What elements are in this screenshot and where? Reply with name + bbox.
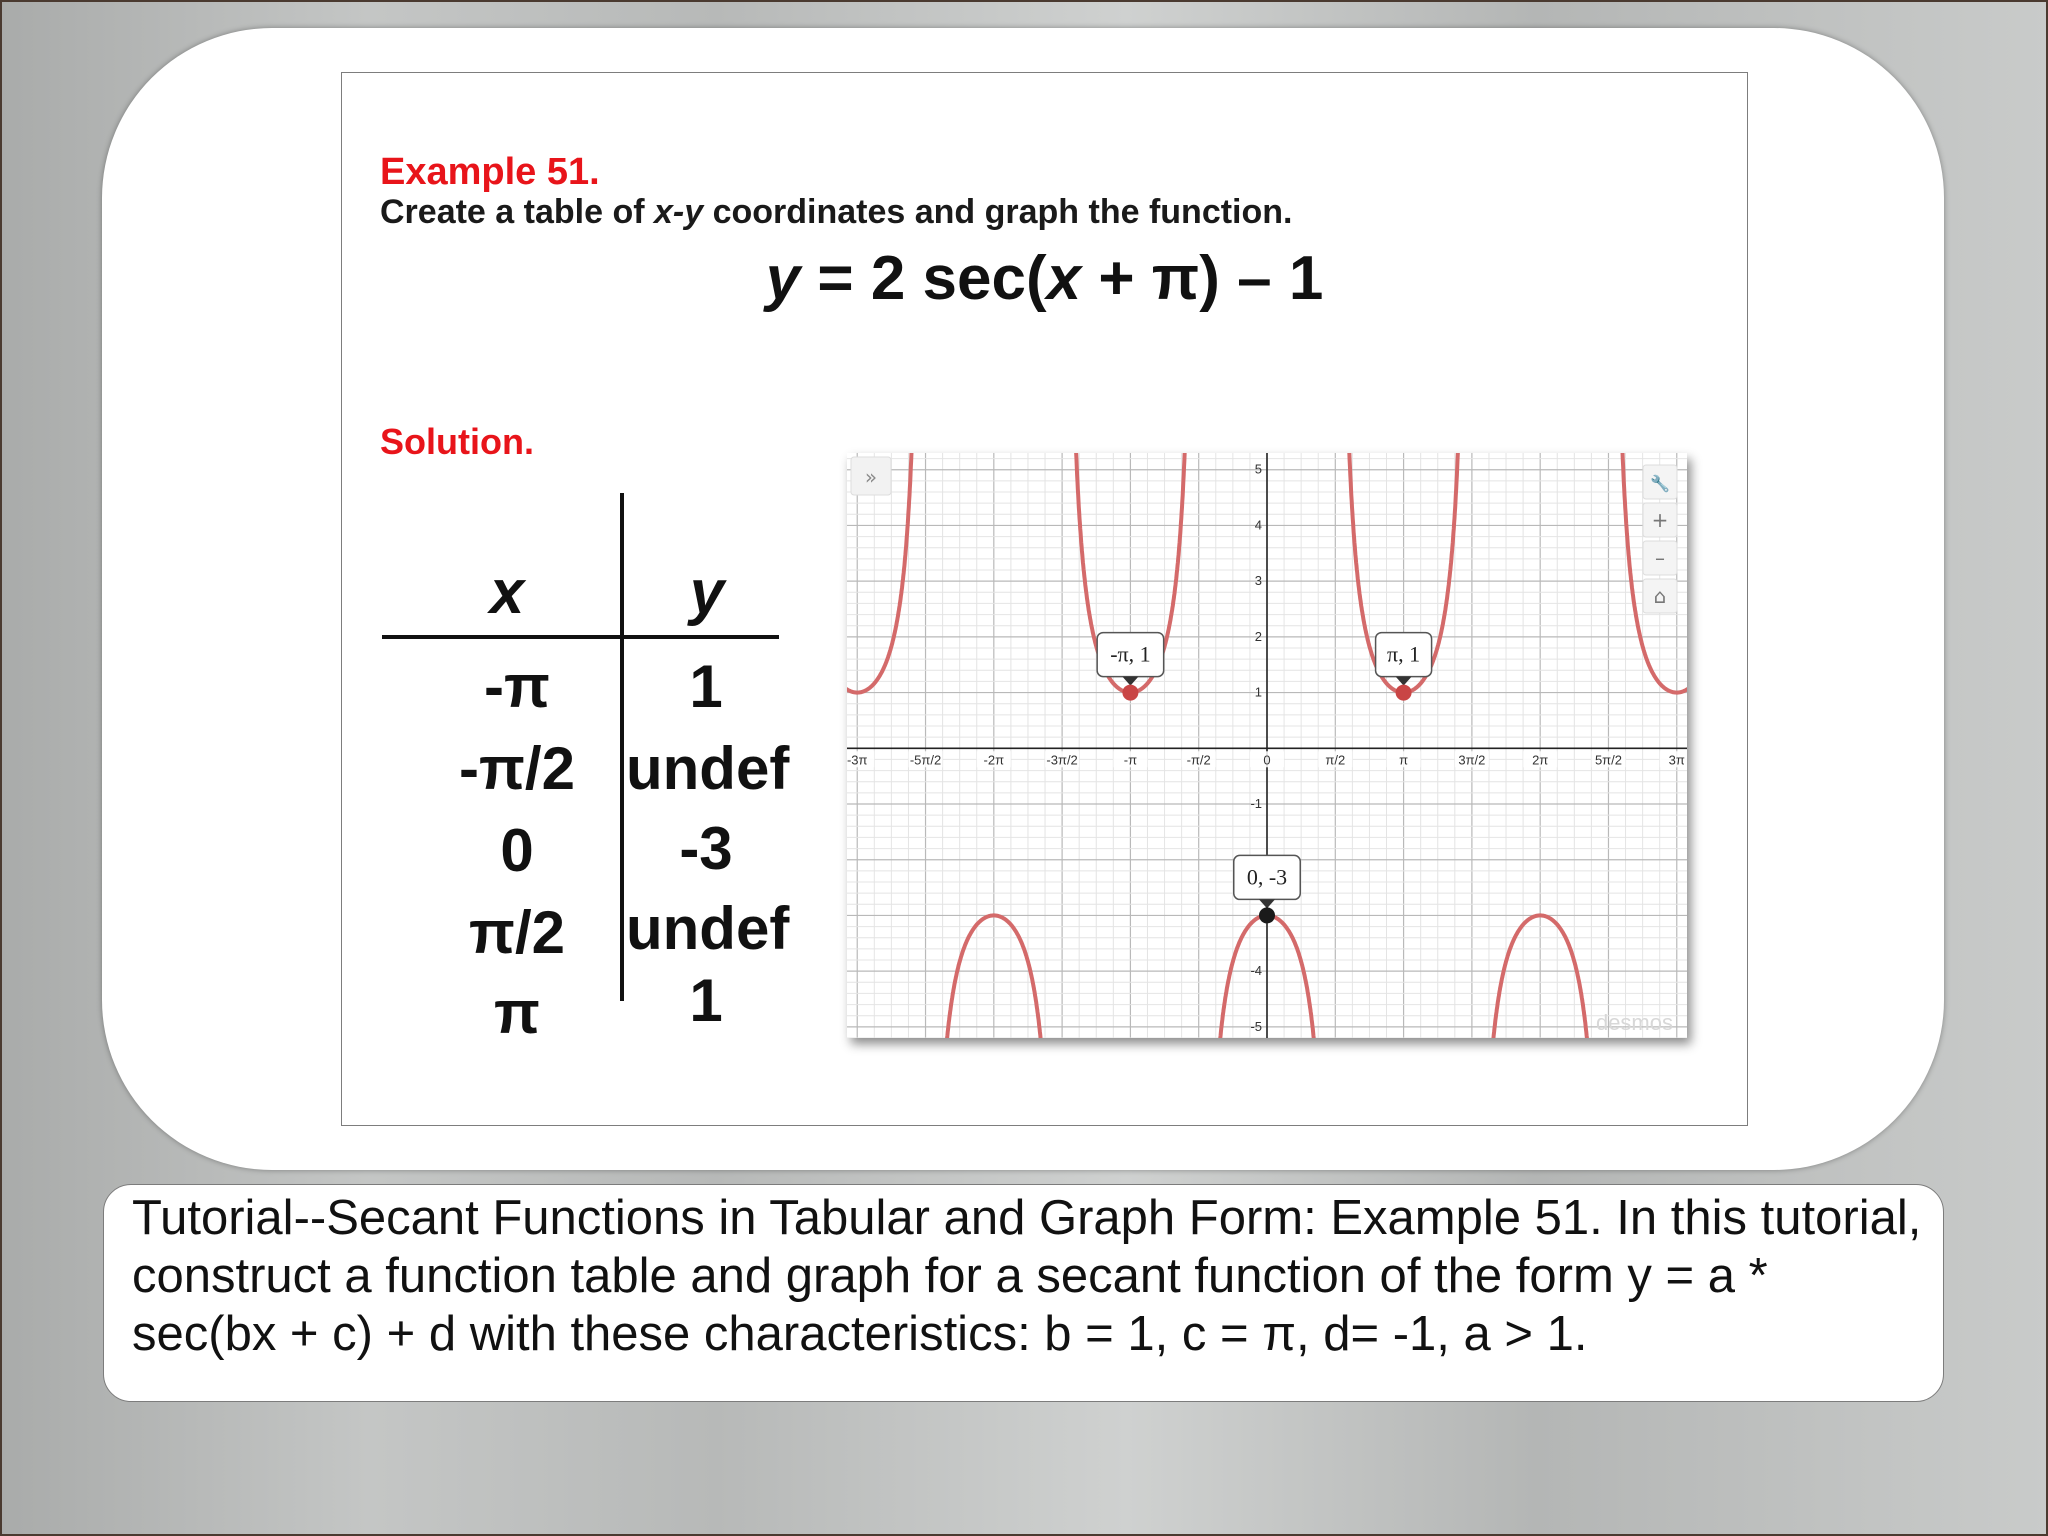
y-tick-label: 5 bbox=[1254, 461, 1262, 477]
function-formula bbox=[342, 243, 1747, 314]
x-tick-label: 0 bbox=[1263, 752, 1271, 768]
instruction-part-2: coordinates and graph the function. bbox=[703, 193, 1293, 231]
point-callout-label: π, 1 bbox=[1387, 641, 1421, 667]
secant-graph[interactable] bbox=[847, 453, 1687, 1038]
x-tick-label: 2π bbox=[1532, 752, 1549, 768]
point-callout-label: -π, 1 bbox=[1110, 641, 1151, 667]
data-point bbox=[1259, 907, 1275, 923]
graph-panel[interactable] bbox=[847, 453, 1687, 1038]
formula-rest: + π) – 1 bbox=[1081, 244, 1324, 313]
table-cell-x: π/2 bbox=[469, 899, 565, 966]
y-tick-label: 1 bbox=[1254, 684, 1262, 700]
table-cell-y: undef bbox=[626, 735, 790, 802]
desmos-watermark: desmos bbox=[1595, 1010, 1673, 1035]
formula-y: y bbox=[765, 244, 801, 313]
y-tick-label: -1 bbox=[1250, 796, 1262, 811]
table-cell-x: -π/2 bbox=[459, 735, 575, 802]
instruction-text bbox=[380, 193, 1292, 232]
table-cell-y: undef bbox=[626, 895, 790, 962]
table-cell-y: -3 bbox=[679, 815, 733, 882]
home-icon: ⌂ bbox=[1653, 584, 1667, 608]
table-cell-x: 0 bbox=[500, 817, 534, 884]
formula-x: x bbox=[1046, 244, 1082, 313]
table-header-x: x bbox=[489, 558, 525, 627]
y-tick-label: 2 bbox=[1254, 628, 1262, 644]
caption-text: Tutorial--Secant Functions in Tabular and Graph Form: Example 51. In this tutorial, construct a function table and graph for a secant function of the form y = a * sec(bx + c) + d with these characteristics: b = 1, c = π, d= -1, a > 1. bbox=[132, 1191, 1922, 1361]
x-tick-label: 3π/2 bbox=[1458, 752, 1486, 768]
instruction-part-1: Create a table of bbox=[380, 193, 654, 231]
expand-icon: » bbox=[864, 465, 878, 489]
table-cell-y: 1 bbox=[689, 967, 723, 1034]
formula-eq: = 2 sec( bbox=[800, 244, 1047, 313]
solution-title: Solution. bbox=[380, 421, 534, 462]
data-point bbox=[1122, 685, 1138, 701]
zoom-in-icon: + bbox=[1651, 508, 1669, 532]
x-tick-label: -5π/2 bbox=[909, 752, 942, 768]
x-tick-label: 5π/2 bbox=[1594, 752, 1623, 768]
example-title: Example 51. bbox=[380, 151, 600, 193]
zoom-out-icon: – bbox=[1655, 546, 1665, 570]
wrench-icon: 🔧 bbox=[1650, 474, 1670, 493]
x-tick-label: π bbox=[1399, 752, 1409, 768]
x-tick-label: -π bbox=[1123, 752, 1138, 768]
point-callout-label: 0, -3 bbox=[1246, 864, 1288, 890]
y-tick-label: 4 bbox=[1254, 517, 1262, 533]
x-tick-label: -π/2 bbox=[1186, 752, 1211, 768]
table-divider-horizontal bbox=[382, 635, 779, 639]
xy-table bbox=[382, 493, 790, 1046]
y-tick-label: -4 bbox=[1250, 963, 1262, 979]
caption-box bbox=[103, 1184, 1944, 1402]
table-header-y: y bbox=[689, 558, 725, 627]
table-cell-x: π bbox=[494, 979, 540, 1046]
y-tick-label: 3 bbox=[1254, 573, 1262, 589]
x-tick-label: π/2 bbox=[1325, 752, 1346, 768]
table-cell-y: 1 bbox=[689, 653, 723, 720]
table-cell-x: -π bbox=[484, 653, 550, 720]
data-point bbox=[1396, 685, 1412, 701]
instruction-variable: x-y bbox=[653, 193, 704, 231]
x-tick-label: -3π/2 bbox=[1046, 752, 1078, 768]
x-tick-label: 3π bbox=[1668, 752, 1685, 768]
x-tick-label: -3π bbox=[847, 752, 868, 768]
y-tick-label: -5 bbox=[1250, 1018, 1262, 1034]
x-tick-label: -2π bbox=[983, 752, 1005, 768]
